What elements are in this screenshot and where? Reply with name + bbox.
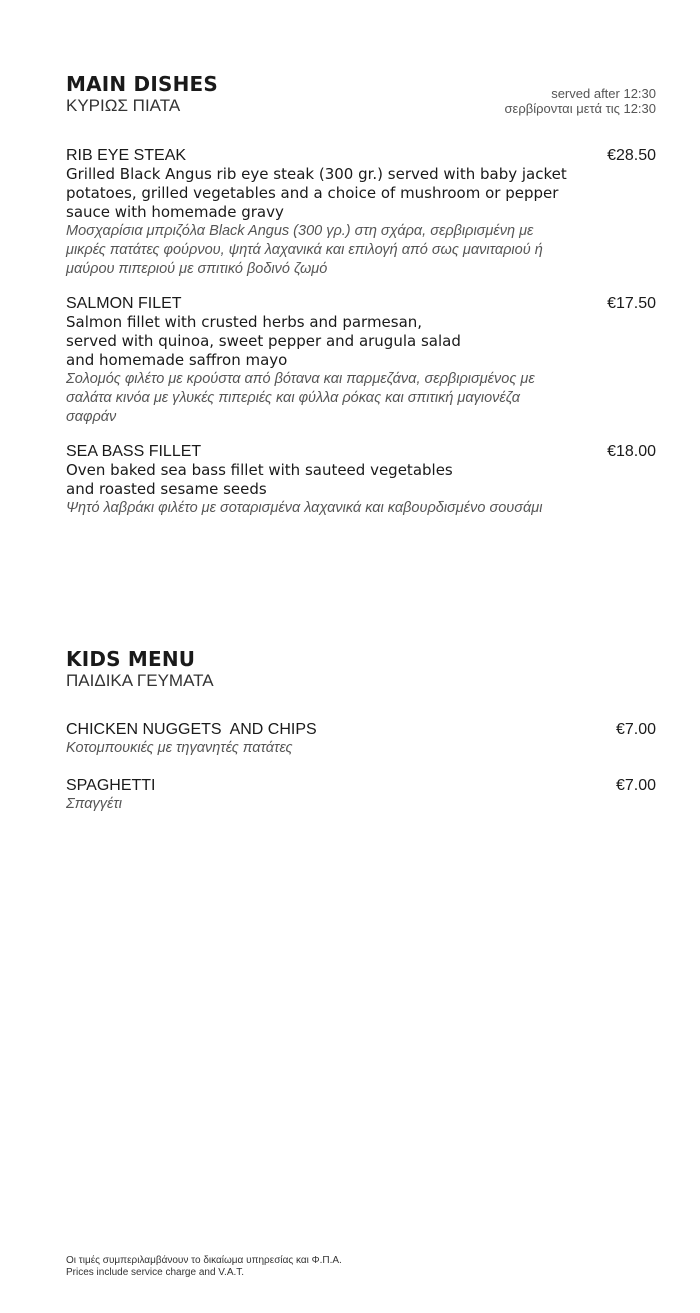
- menu-item: [66, 720, 656, 758]
- kids-menu-title: KIDS MENU: [66, 647, 196, 671]
- dish-price: €28.50: [607, 147, 656, 164]
- served-note-gr: σερβίρονται μετά τις 12:30: [504, 101, 656, 116]
- dish-description-gr: Σπαγγέτι: [66, 796, 122, 812]
- disclaimer-en: Prices include service charge and V.A.T.: [66, 1267, 245, 1278]
- dish-name: RIB EYE STEAK: [66, 147, 187, 164]
- menu-item: [66, 442, 656, 518]
- dish-price: €7.00: [615, 721, 656, 738]
- dish-description-gr: Μοσχαρίσια μπριζόλα Black Angus (300 γρ.) στη σχάρα, σερβιρισμένη με μικρές πατάτες φούρνου, ψητά λαχανικά και επιλογή από σως μανιταριού ή μαύρου πιπεριού με σπιτικό βοδινό ζωμό: [66, 223, 543, 277]
- dish-description-en: Grilled Black Angus rib eye steak (300 gr.) served with baby jacket potatoes, grilled vegetables and a choice of mushroom or pepper sauce with homemade gravy: [66, 165, 567, 221]
- menu-item: [66, 294, 656, 427]
- main-dishes-title: MAIN DISHES: [66, 72, 218, 96]
- served-note-en: served after 12:30: [551, 86, 656, 101]
- dish-description-en: Oven baked sea bass fillet with sauteed vegetables and roasted sesame seeds: [66, 461, 453, 498]
- dish-name: SEA BASS FILLET: [66, 443, 202, 460]
- dish-description-en: Salmon fillet with crusted herbs and parmesan, served with quinoa, sweet pepper and arugula salad and homemade saffron mayo: [66, 313, 461, 369]
- dish-description-gr: Σολομός φιλέτο με κρούστα από βότανα και παρμεζάνα, σερβιρισμένος με σαλάτα κινόα με γλυκές πιπεριές και φύλλα ρόκας και σπιτική μαγιονέζα σαφράν: [66, 371, 535, 425]
- main-dishes-subtitle: ΚΥΡΙΩΣ ΠΙΑΤΑ: [66, 96, 181, 115]
- dish-price: €17.50: [607, 295, 656, 312]
- dish-name: SALMON FILET: [66, 295, 182, 312]
- dish-description-gr: Ψητό λαβράκι φιλέτο με σοταρισμένα λαχανικά και καβουρδισμένο σουσάμι: [66, 500, 543, 516]
- price-disclaimer: [66, 1255, 342, 1279]
- kids-menu-subtitle: ΠΑΙΔΙΚΑ ΓΕΥΜΑΤΑ: [66, 671, 214, 690]
- dish-name: CHICKEN NUGGETS AND CHIPS: [66, 721, 317, 738]
- dish-name: SPAGHETTI: [66, 777, 156, 794]
- served-time-note: [505, 86, 656, 116]
- menu-item: [66, 146, 656, 279]
- menu-item: [66, 776, 656, 814]
- dish-description-gr: Κοτομπουκιές με τηγανητές πατάτες: [66, 740, 293, 756]
- dish-price: €7.00: [615, 777, 656, 794]
- dish-price: €18.00: [607, 443, 656, 460]
- disclaimer-gr: Οι τιμές συμπεριλαμβάνουν το δικαίωμα υπηρεσίας και Φ.Π.Α.: [66, 1255, 342, 1266]
